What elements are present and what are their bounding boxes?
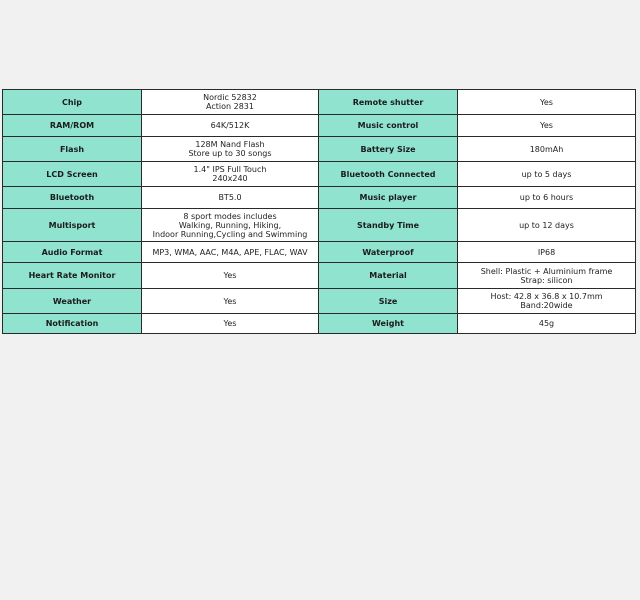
spec-label: Material	[319, 263, 458, 289]
spec-label: RAM/ROM	[3, 115, 142, 137]
spec-value: 45g	[458, 314, 636, 334]
spec-row-notification	[3, 314, 636, 334]
spec-value: up to 12 days	[458, 209, 636, 242]
spec-row-ram-rom	[3, 115, 636, 137]
spec-label: Weight	[319, 314, 458, 334]
spec-label: Heart Rate Monitor	[3, 263, 142, 289]
spec-value: Nordic 52832 Action 2831	[142, 90, 319, 115]
spec-value: Host: 42.8 x 36.8 x 10.7mm Band:20wide	[458, 289, 636, 314]
spec-label: Music player	[319, 187, 458, 209]
spec-label: Bluetooth	[3, 187, 142, 209]
spec-value: 64K/512K	[142, 115, 319, 137]
spec-row-multisport	[3, 209, 636, 242]
spec-value: 8 sport modes includes Walking, Running, Hiking, Indoor Running,Cycling and Swimming	[142, 209, 319, 242]
spec-value: Yes	[142, 314, 319, 334]
spec-value: Shell: Plastic + Aluminium frame Strap: silicon	[458, 263, 636, 289]
spec-row-lcd-screen	[3, 162, 636, 187]
spec-value: 1.4" IPS Full Touch 240x240	[142, 162, 319, 187]
spec-label: Standby Time	[319, 209, 458, 242]
spec-value: up to 5 days	[458, 162, 636, 187]
spec-value: 180mAh	[458, 137, 636, 162]
spec-label: Bluetooth Connected	[319, 162, 458, 187]
spec-row-bluetooth	[3, 187, 636, 209]
spec-label: Battery Size	[319, 137, 458, 162]
spec-label: LCD Screen	[3, 162, 142, 187]
spec-value: Yes	[458, 115, 636, 137]
spec-row-heart-rate-monitor	[3, 263, 636, 289]
spec-row-chip	[3, 90, 636, 115]
spec-label: Music control	[319, 115, 458, 137]
spec-label: Multisport	[3, 209, 142, 242]
spec-label: Waterproof	[319, 242, 458, 263]
spec-label: Remote shutter	[319, 90, 458, 115]
spec-label: Audio Format	[3, 242, 142, 263]
spec-value: 128M Nand Flash Store up to 30 songs	[142, 137, 319, 162]
spec-value: IP68	[458, 242, 636, 263]
spec-row-flash	[3, 137, 636, 162]
spec-value: Yes	[142, 263, 319, 289]
spec-label: Size	[319, 289, 458, 314]
spec-value: Yes	[458, 90, 636, 115]
spec-value: up to 6 hours	[458, 187, 636, 209]
spec-label: Weather	[3, 289, 142, 314]
spec-value: MP3, WMA, AAC, M4A, APE, FLAC, WAV	[142, 242, 319, 263]
spec-value: BT5.0	[142, 187, 319, 209]
spec-table	[2, 89, 636, 334]
spec-value: Yes	[142, 289, 319, 314]
spec-label: Notification	[3, 314, 142, 334]
spec-label: Chip	[3, 90, 142, 115]
spec-row-audio-format	[3, 242, 636, 263]
spec-label: Flash	[3, 137, 142, 162]
spec-row-weather	[3, 289, 636, 314]
